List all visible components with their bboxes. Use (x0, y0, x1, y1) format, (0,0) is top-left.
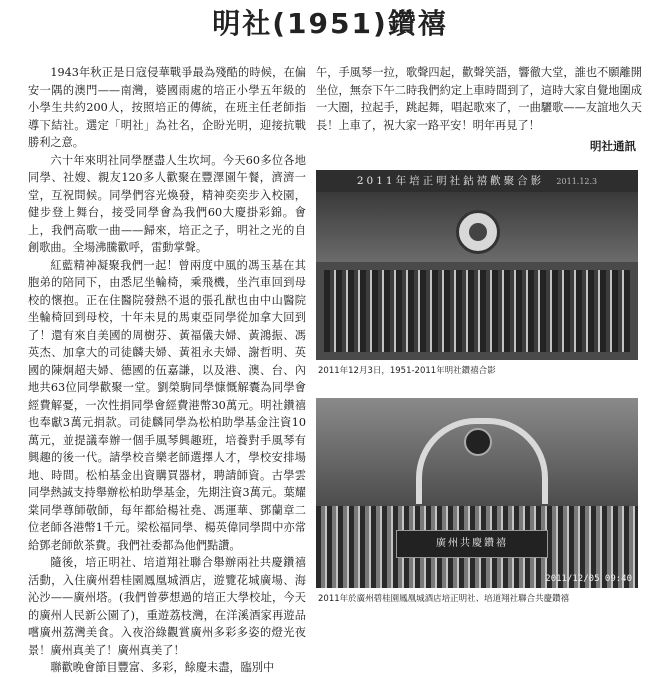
photo-2-caption: 2011年於廣州碧桂園鳳凰城酒店培正明社、培道翔社聯合共慶鑽禧 (318, 594, 570, 604)
article-paragraph-3: 紅藍精神凝聚我們一起！曾兩度中風的馮玉基在其胞弟的陪同下，由悉尼坐輪椅，乘飛機，坐汽車回到母校的懷抱。正在住醫院發熱不退的張孔猷也由中山醫院坐輪椅回到母校，十年未見的馬東亞同學從加拿大回到了！還有來自美國的周樹芬、黃福儀夫婦、黃鴻振、馮英杰、加拿大的司徒麟夫婦、黃祖永夫婦、謝哲明、英國的陳炯超夫婦、德國的伍嘉謙，以及港、澳、台、內地共63位同學歡聚一堂。劉榮駒同學慷慨解囊為同學會經費解憂，一次性捐同學會經費港幣30萬元。明社鑽禧也奉獻3萬元捐款。司徒麟同學為松柏助學基金注資10萬元，並提議奉辦一個手風琴興趣班，培養對手風琴有興趣的後一代。請學校音樂老師選擇人才，學校安排場地、時間。松柏基金出資購買器材，聘請師資。古學雲同學熱誠支持舉辦松柏助學基金，先期注資3萬元。葉耀棠同學尊師敬師，每年都給楊社堯、馮運華、鄧蘭章二位老師各港幣1千元。梁松福同學、楊英偉同學問中亦常給鄧老師飲茶費。我們社委都為他們點讚。 (28, 258, 306, 552)
photo-banner (316, 170, 638, 192)
chandelier-icon (464, 428, 492, 456)
article-paragraph-1: 1943年秋正是日寇侵華戰爭最為殘酷的時候，在偏安一隅的澳門——南灣，婆國雨處的培正小學五年級的小學生共約200人，按照培正的傳統，在班主任老師指導下結社。選定「明社」為社名，企盼光明，迎接抗戰勝利之意。 (28, 66, 306, 149)
group-photo-2 (316, 398, 638, 588)
page-title: 明社(1951)鑽禧 (212, 7, 448, 40)
article-paragraph-5: 聯歡晚會節目豐富、多彩，餘慶未盡，臨別中 (50, 661, 275, 674)
photo-1-caption: 2011年12月3日，1951-2011年明社鑽禧合影 (318, 366, 496, 376)
article-paragraph-2: 六十年來明社同學歷盡人生坎坷。今天60多位各地同學、社嫂、親友120多人歡聚在豐澤園午餐，濟濟一堂，互祝問候。同學們容光煥發，精神奕奕步入校園，健步登上舞台，接受同學會為我們60大慶掛彩錦。會上，我們高歌一曲——歸來，培正之子，明社之光的自創歌曲。全場沸騰歡呼，雷動掌聲。 (28, 153, 306, 254)
photo-2-banner: 廣州共慶鑽禧 (396, 530, 548, 558)
photo-timestamp: 2011/12/05 09:40 (545, 574, 632, 584)
article-left-column (28, 64, 306, 674)
school-emblem-icon (456, 210, 500, 254)
article-signature: 明社通訊 (590, 139, 636, 153)
article-paragraph-4: 隨後，培正明社、培道翔社聯合舉辦兩社共慶鑽禧活動，入住廣州碧桂園鳳凰城酒店，遊覽花城廣場、海沁沙——廣州塔。(我們曾夢想過的培正大學校址，今天的廣州人民新公園了)，重遊荔枝灣，在洋溪酒家再遊品嚐廣州荔灣美食。入夜浴綠觀賞廣州多彩多姿的燈光夜景！廣州真美了！廣州真美了！ (28, 556, 306, 657)
group-photo-1 (316, 170, 638, 360)
photo-crowd (324, 270, 630, 352)
photo-banner-date: 2011.12.3 (556, 177, 598, 186)
photo-banner-text: 2011年培正明社鈷禧歡聚合影 (356, 175, 545, 187)
article-right-column (316, 64, 642, 154)
article-continued-paragraph: 午，手風琴一拉，歌聲四起，歡聲笑語，響徹大堂，誰也不願離開坐位，無奈下午二時我們約定上車時間到了，這時大家自覺地圍成一大圈，拉起手，跳起舞，唱起歌來了，一曲驪歌——友誼地久天長！上車了，祝大家一路平安！明年再見了！ (316, 66, 642, 132)
